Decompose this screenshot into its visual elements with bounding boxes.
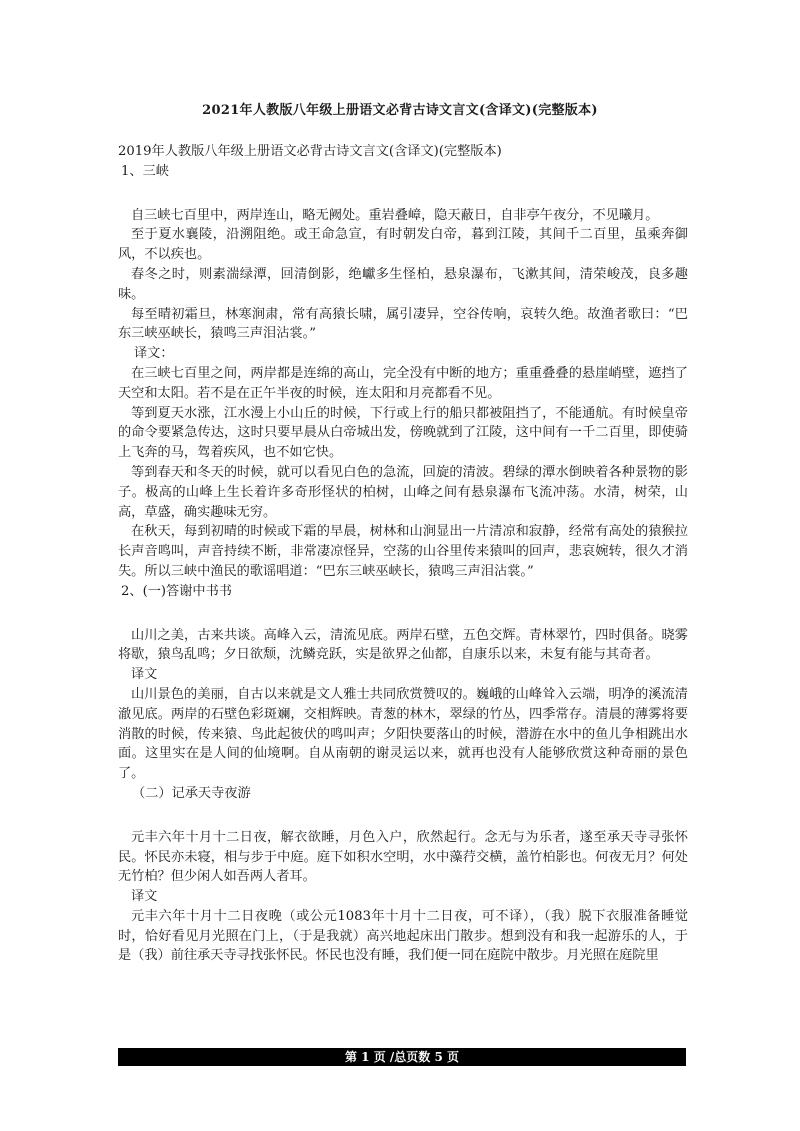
paragraph: 自三峡七百里中，两岸连山，略无阙处。重岩叠嶂，隐天蔽日，自非亭午夜分，不见曦月。 — [131, 207, 659, 223]
document-body — [118, 142, 688, 966]
translation-label: 译文： — [134, 346, 174, 362]
paragraph: 元丰六年十月十二日夜，解衣欲睡，月色入户，欣然起行。念无与为乐者，遂至承天寺寻张怀民。怀民亦未寝，相与步于中庭。庭下如积水空明，水中藻荇交横，盖竹柏影也。何夜无月？何处无竹柏？但少闲人如吾两人者耳。 — [118, 829, 688, 885]
paragraph: 春冬之时，则素湍绿潭，回清倒影，绝巘多生怪柏，悬泉瀑布，飞漱其间，清荣峻茂，良多趣味。 — [118, 266, 688, 302]
paragraph: 山川之美，古来共谈。高峰入云，清流见底。两岸石壁，五色交辉。青林翠竹，四时俱备。晓雾将歇，猿鸟乱鸣；夕日欲颓，沈鳞竞跃，实是欲界之仙都，自康乐以来，未复有能与其奇者。 — [118, 627, 688, 663]
translation-label: 译文 — [131, 889, 158, 905]
translation-paragraph: 等到夏天水涨，江水漫上小山丘的时候，下行或上行的船只都被阻挡了，不能通航。有时候皇帝的命令要紧急传达，这时只要早晨从白帝城出发，傍晚就到了江陵，这中间有一千二百里，即使骑上飞奔的马，驾着疾风，也不如它快。 — [118, 405, 688, 461]
translation-label: 译文 — [131, 667, 158, 683]
section-heading-jctsyy: （二）记承天寺夜游 — [132, 785, 251, 801]
translation-paragraph: 在秋天，每到初晴的时候或下霜的早晨，树林和山涧显出一片清凉和寂静，经常有高处的猿猴拉长声音鸣叫，声音持续不断，非常凄凉怪异，空荡的山谷里传来猿叫的回声，悲哀婉转，很久才消失。所以三峡中渔民的歌谣唱道：“巴东三峡巫峡长，猿鸣三声泪沾裳。” — [118, 524, 688, 579]
document-subtitle: 2019年人教版八年级上册语文必背古诗文言文(含译文)(完整版本) — [118, 144, 502, 159]
paragraph: 至于夏水襄陵，沿溯阻绝。或王命急宣，有时朝发白帝，暮到江陵，其间千二百里，虽乘奔御风，不以疾也。 — [118, 227, 688, 263]
translation-paragraph: 元丰六年十月十二日夜晚（或公元1083年十月十二日夜，可不译），（我）脱下衣服准备睡觉时，恰好看见月光照在门上，（于是我就）高兴地起床出门散步。想到没有和我一起游乐的人，于是（我）前往承天寺寻找张怀民。怀民也没有睡，我们便一同在庭院中散步。月光照在庭院里 — [118, 908, 688, 964]
page-footer: 第 1 页 /总页数 5 页 — [118, 1048, 686, 1066]
translation-paragraph: 山川景色的美丽，自古以来就是文人雅士共同欣赏赞叹的。巍峨的山峰耸入云端，明净的溪流清澈见底。两岸的石壁色彩斑斓，交相辉映。青葱的林木，翠绿的竹丛，四季常存。清晨的薄雾将要消散的时候，传来猿、鸟此起彼伏的鸣叫声；夕阳快要落山的时候，潜游在水中的鱼儿争相跳出水面。这里实在是人间的仙境啊。自从南朝的谢灵运以来，就再也没有人能够欣赏这种奇丽的景色了。 — [118, 686, 688, 782]
translation-paragraph: 等到春天和冬天的时候，就可以看见白色的急流，回旋的清波。碧绿的潭水倒映着各种景物的影子。极高的山峰上生长着许多奇形怪状的柏树，山峰之间有悬泉瀑布飞流冲荡。水清，树荣，山高，草盛，确实趣味无穷。 — [118, 464, 688, 520]
paragraph: 每至晴初霜旦，林寒涧肃，常有高猿长啸，属引凄异，空谷传响，哀转久绝。故渔者歌曰：“巴东三峡巫峡长，猿鸣三声泪沾裳。” — [118, 306, 688, 342]
section-heading-sanxia: 1、三峡 — [121, 163, 169, 179]
document-title: 2021年人教版八年级上册语文必背古诗文言文(含译文)(完整版本) — [202, 103, 598, 118]
section-heading-dxzsh: 2、(一)答谢中书书 — [121, 583, 232, 599]
translation-paragraph: 在三峡七百里之间，两岸都是连绵的高山，完全没有中断的地方；重重叠叠的悬崖峭壁，遮挡了天空和太阳。若不是在正午半夜的时候，连太阳和月亮都看不见。 — [118, 365, 688, 401]
